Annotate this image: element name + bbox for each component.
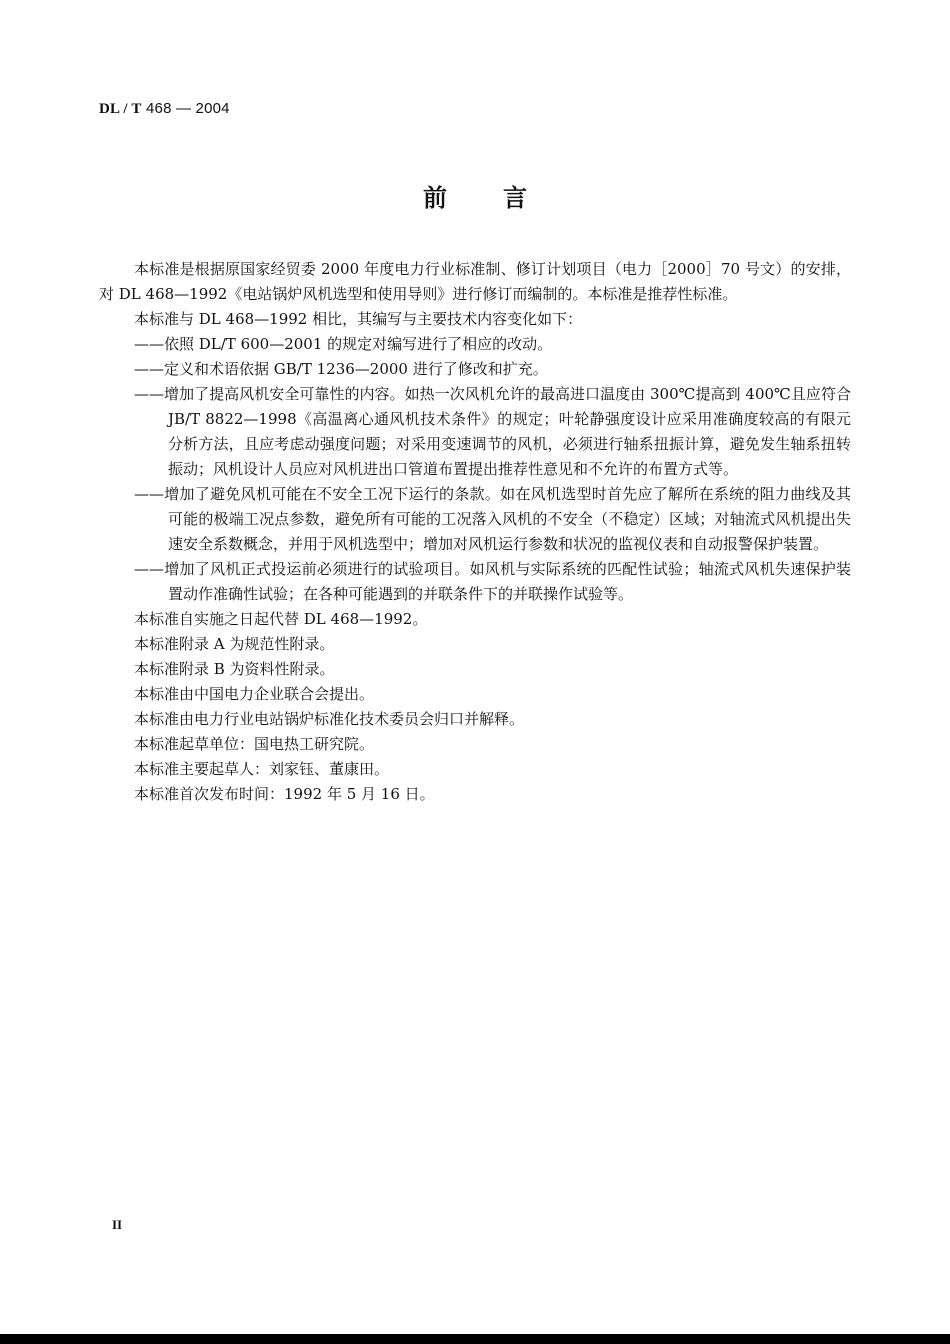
paragraph-comparison: 本标准与 DL 468—1992 相比，其编写与主要技术内容变化如下：	[134, 310, 583, 328]
page-bottom-border	[0, 1334, 950, 1344]
page-number: II	[112, 1217, 123, 1232]
preface-body	[99, 257, 851, 807]
closing-statement: 本标准由中国电力企业联合会提出。	[134, 685, 375, 703]
closing-statement: 本标准由电力行业电站锅炉标准化技术委员会归口并解释。	[134, 710, 525, 728]
closing-statement: 本标准自实施之日起代替 DL 468—1992。	[134, 610, 428, 628]
closing-statement: 本标准主要起草人：刘家钰、董康田。	[134, 760, 390, 778]
closing-statement: 本标准附录 B 为资料性附录。	[134, 660, 335, 678]
change-item: ——定义和术语依据 GB/T 1236—2000 进行了修改和扩充。	[134, 360, 548, 378]
closing-statement: 本标准起草单位：国电热工研究院。	[134, 735, 375, 753]
paragraph-intro: 本标准是根据原国家经贸委 2000 年度电力行业标准制、修订计划项目（电力［2000］70 号文）的安排，对 DL 468—1992《电站锅炉风机选型和使用导则》进行修订而编制的。本标准是推荐性标准。	[99, 260, 851, 303]
closing-statement: 本标准附录 A 为规范性附录。	[134, 635, 335, 653]
change-item: ——依照 DL/T 600—2001 的规定对编写进行了相应的改动。	[134, 335, 553, 353]
page-title: 前言	[423, 184, 583, 212]
document-code-prefix: DL / T	[99, 101, 142, 117]
document-code	[99, 100, 230, 118]
closing-statement: 本标准首次发布时间：1992 年 5 月 16 日。	[134, 785, 435, 803]
change-item: ——增加了提高风机安全可靠性的内容。如热一次风机允许的最高进口温度由 300℃提高到 400℃且应符合 JB/T 8822—1998《高温离心通风机技术条件》的规定；叶轮静强度设计应采用准确度较高的有限元分析方法，且应考虑动强度问题；对采用变速调节的风机，必须进行轴系扭振计算，避免发生轴系扭转振动；风机设计人员应对风机进出口管道布置提出推荐性意见和不允许的布置方式等。	[134, 385, 851, 478]
change-item: ——增加了避免风机可能在不安全工况下运行的条款。如在风机选型时首先应了解所在系统的阻力曲线及其可能的极端工况点参数，避免所有可能的工况落入风机的不安全（不稳定）区域；对轴流式风机提出失速安全系数概念，并用于风机选型中；增加对风机运行参数和状况的监视仪表和自动报警保护装置。	[134, 485, 851, 553]
document-code-number: 468 — 2004	[141, 100, 230, 117]
change-item: ——增加了风机正式投运前必须进行的试验项目。如风机与实际系统的匹配性试验；轴流式风机失速保护装置动作准确性试验；在各种可能遇到的并联条件下的并联操作试验等。	[134, 560, 851, 603]
